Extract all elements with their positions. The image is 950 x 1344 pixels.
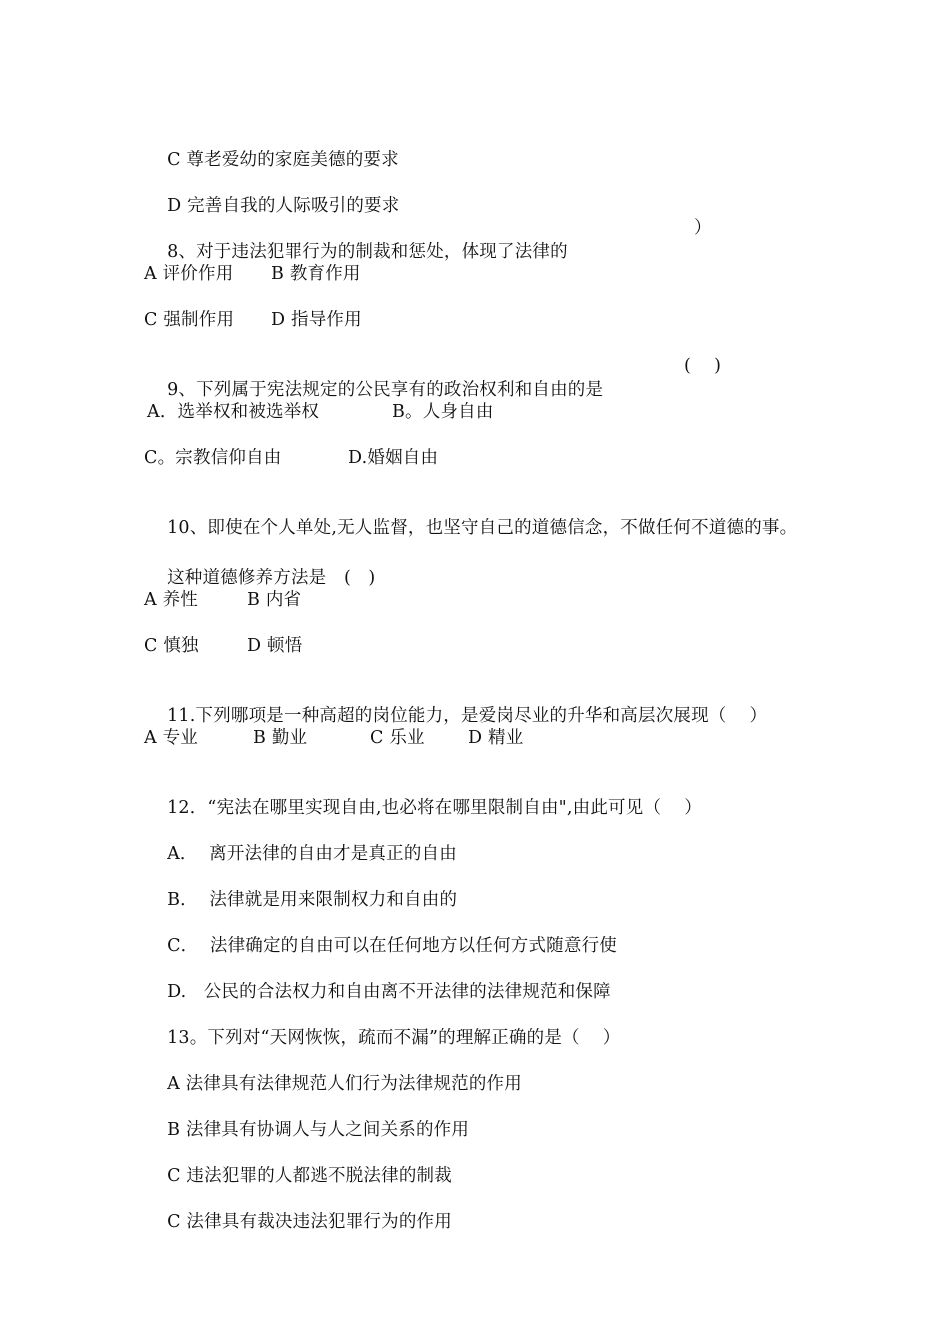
option-13b: B 法律具有协调人与人之间关系的作用	[167, 1120, 470, 1140]
option-7c: C 尊老爱幼的家庭美德的要求	[167, 150, 399, 170]
option-line	[144, 1140, 452, 1186]
option-13d: C 法律具有裁决违法犯罪行为的作用	[167, 1212, 452, 1232]
question-13-text: 13。下列对“天网恢恢，疏而不漏”的理解正确的是（ ）	[167, 1028, 621, 1048]
option-12d: D. 公民的合法权力和自由离不开法律的法律规范和保障	[167, 982, 611, 1002]
option-10b: B 内省	[247, 590, 302, 610]
question-12	[144, 772, 702, 818]
option-line	[144, 124, 399, 170]
option-11c: C 乐业	[370, 728, 425, 748]
option-9c: C。宗教信仰自由	[144, 448, 282, 468]
option-12c: C． 法律确定的自由可以在任何地方以任何方式随意行使	[167, 936, 617, 956]
options-row	[144, 634, 303, 658]
question-9-text: 9、下列属于宪法规定的公民享有的政治权利和自由的是	[167, 380, 604, 400]
option-line	[144, 1048, 522, 1094]
question-10	[144, 492, 798, 538]
option-line	[144, 1186, 452, 1232]
question-9	[144, 354, 722, 400]
option-9a: A．选举权和被选举权	[147, 402, 320, 422]
options-row	[144, 588, 302, 612]
option-13c: C 违法犯罪的人都逃不脱法律的制裁	[167, 1166, 452, 1186]
option-line	[144, 818, 457, 864]
option-8d: D 指导作用	[271, 310, 362, 330]
question-11	[144, 680, 768, 726]
option-line	[144, 956, 611, 1002]
option-line	[144, 910, 617, 956]
option-11b: B 勤业	[253, 728, 308, 748]
options-row	[144, 262, 361, 286]
question-12-text: 12．“宪法在哪里实现自由,也必将在哪里限制自由",由此可见（ ）	[167, 798, 702, 818]
option-7d: D 完善自我的人际吸引的要求	[167, 196, 400, 216]
option-11d: D 精业	[468, 728, 524, 748]
question-10-continued	[144, 542, 376, 588]
question-10-text-2: 这种道德修养方法是 ( )	[167, 568, 376, 588]
option-11a: A 专业	[144, 728, 199, 748]
option-line	[144, 864, 458, 910]
options-row	[144, 308, 362, 332]
option-9d: D.婚姻自由	[348, 448, 439, 468]
answer-paren: ）	[694, 218, 712, 238]
option-line	[144, 1094, 470, 1140]
options-row	[144, 726, 524, 750]
option-8c: C 强制作用	[144, 310, 235, 330]
question-13	[144, 1002, 621, 1048]
option-12b: B． 法律就是用来限制权力和自由的	[167, 890, 458, 910]
option-9b: B。人身自由	[392, 402, 494, 422]
option-10a: A 养性	[144, 590, 199, 610]
question-10-text: 10、即使在个人单处,无人监督，也坚守自己的道德信念，不做任何不道德的事。	[167, 518, 798, 538]
option-8a: A 评价作用	[144, 264, 234, 284]
option-10d: D 顿悟	[247, 636, 303, 656]
option-line	[144, 170, 400, 216]
question-11-text: 11.下列哪项是一种高超的岗位能力，是爱岗尽业的升华和高层次展现（ ）	[167, 706, 768, 726]
option-13a: A 法律具有法律规范人们行为法律规范的作用	[167, 1074, 522, 1094]
option-8b: B 教育作用	[271, 264, 361, 284]
option-12a: A． 离开法律的自由才是真正的自由	[167, 844, 457, 864]
option-10c: C 慎独	[144, 636, 199, 656]
options-row	[144, 446, 439, 470]
question-8-text: 8、对于违法犯罪行为的制裁和惩处，体现了法律的	[167, 242, 568, 262]
options-row	[144, 400, 494, 424]
answer-paren: ( )	[684, 356, 722, 376]
question-8	[144, 216, 712, 262]
